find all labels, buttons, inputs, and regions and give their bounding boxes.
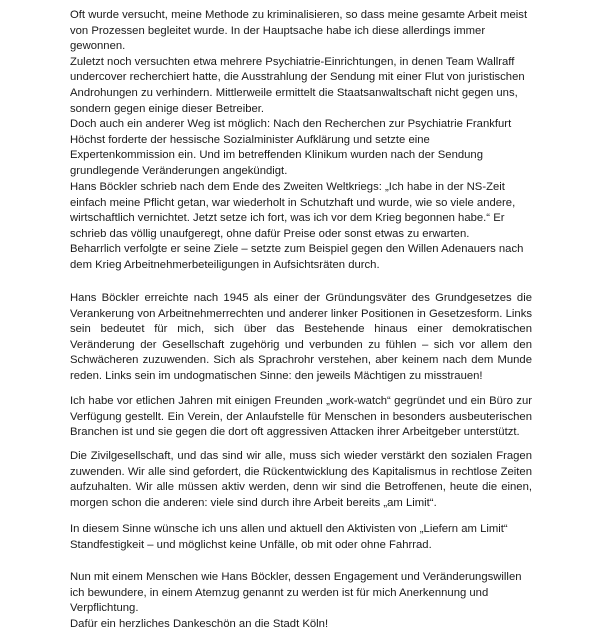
paragraph: Beharrlich verfolgte er seine Ziele – setzte zum Beispiel gegen den Willen Adenauers nach dem Krieg Arbeitnehmerbeteiligungen in Aufsichtsräten durch. [70,243,524,271]
paragraph: Dafür ein herzliches Dankeschön an die Stadt Köln! [70,617,329,630]
paragraph-boeckler-legacy [70,291,532,385]
paragraph: Zuletzt noch versuchten etwa mehrere Psychiatrie-Einrichtungen, in denen Team Wallraff undercover recherchiert hatte, die Ausstrahlung der Sendung mit einer Flut von juristischen Androhungen zu verhindern. Mittlerweile ermittelt die Staatsanwaltschaft nicht gegen uns, sondern gegen einige dieser Betreiber. [70,55,525,115]
paragraph: Hans Böckler schrieb nach dem Ende des Zweiten Weltkriegs: „Ich habe in der NS-Zeit einfach meine Pflicht getan, war wiederholt in Schutzhaft und wurde, wie so viele andere, wirtschaftlich vernichtet. Jetzt setze ich fort, was ich vor dem Krieg begonnen habe.“ Er schrieb das völlig unaufgeregt, ohne dafür Preise oder sonst etwas zu erwarten. [70,181,516,240]
paragraph-civil-society [70,449,532,511]
paragraph-group-boeckler-quote [70,180,532,274]
paragraph: Ich habe vor etlichen Jahren mit einigen Freunden „work-watch“ gegründet und ein Büro zur Verfügung gestellt. Ein Verein, der Anlaufstelle für Menschen in besonders ausbeuterischen Branchen ist und sie gegen die dort oft aggressiven Attacken ihrer Arbeitgeber unterstützt. [70,395,532,439]
paragraph: In diesem Sinne wünsche ich uns allen und aktuell den Aktivisten von „Liefern am Limit“ Standfestigkeit – und möglichst keine Unfälle, ob mit oder ohne Fahrrad. [70,523,508,551]
paragraph-work-watch [70,394,532,441]
paragraph: Hans Böckler erreichte nach 1945 als einer der Gründungsväter des Grundgesetzes die Verankerung von Arbeitnehmerrechten und anderer linker Positionen in Gesetzesform. Links sein bedeutet für mich, sich über das Bestehende hinaus einer demokratischen Veränderung der Gesellschaft zugehörig und verbunden zu fühlen – sich vor allem den Schwächeren zuzuwenden. Sich als Sprachrohr verstehen, aber keinem nach dem Munde reden. Links sein im undogmatischen Sinne: den jeweils Mächtigen zu misstrauen! [70,292,532,382]
paragraph-group-thanks [70,570,532,632]
paragraph: Oft wurde versucht, meine Methode zu kriminalisieren, so dass meine gesamte Arbeit meist von Prozessen begleitet wurde. In der Hauptsache habe ich diese allerdings immer gewonnen. [70,9,528,53]
paragraph: Die Zivilgesellschaft, und das sind wir alle, muss sich wieder verstärkt den sozialen Fragen zuwenden. Wir alle sind gefordert, die Rückentwicklung des Kapitalismus in rechtlose Zeiten aufzuhalten. Wir alle müssen aktiv werden, denn wir sind die Betroffenen, heute die einen, morgen schon die anderen: viele sind durch ihre Arbeit bereits „am Limit“. [70,450,532,509]
paragraph: Nun mit einem Menschen wie Hans Böckler, dessen Engagement und Veränderungswillen ich bewundere, in einem Atemzug genannt zu werden ist für mich Anerkennung und Verpflichtung. [70,571,522,615]
paragraph: Doch auch ein anderer Weg ist möglich: Nach den Recherchen zur Psychiatrie Frankfurt Höchst forderte der hessische Sozialminister Aufklärung und setzte eine Expertenkommission ein. Und im betreffenden Klinikum wurden nach der Sendung grundlegende Veränderungen angekündigt. [70,118,512,177]
paragraph-liefern-am-limit [70,522,532,553]
paragraph-group-prosecutions [70,8,532,180]
